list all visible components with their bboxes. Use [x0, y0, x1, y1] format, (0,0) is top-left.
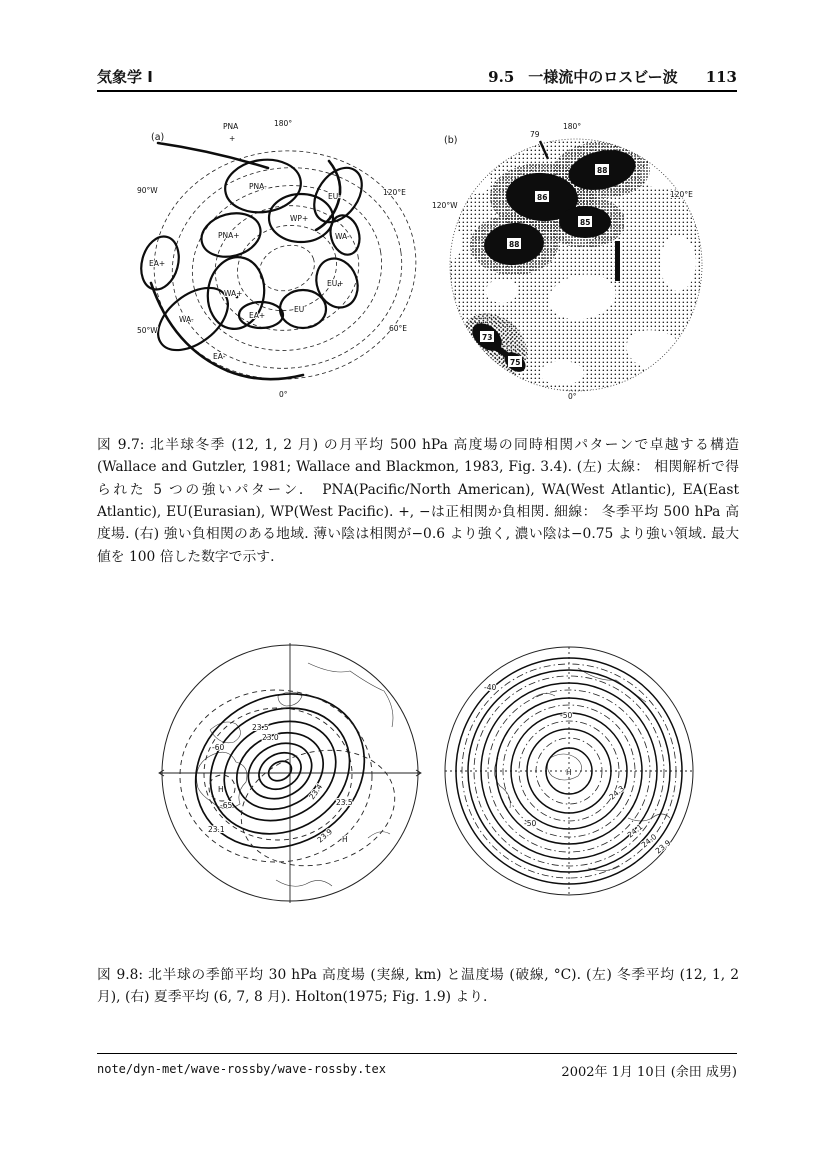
high-center-label: H — [218, 785, 224, 794]
contour-label: -40 — [484, 683, 497, 692]
panel-b-tag: (b) — [444, 135, 458, 146]
corr-value: 88 — [597, 166, 608, 175]
page-number: 113 — [705, 68, 737, 86]
contour-label: 24.3 — [607, 783, 627, 802]
section-title: 一様流中のロスビー波 — [528, 68, 678, 86]
tick-60e: 60°E — [389, 324, 408, 333]
center-label-pna-plus: PNA+ — [218, 231, 240, 240]
figure-9-7-panel-a — [133, 113, 430, 408]
header-course-title: 気象学 I — [97, 68, 153, 86]
contour-label: -60 — [212, 743, 225, 752]
contour-label: 24.1 — [625, 822, 645, 840]
tick-180: 180° — [563, 122, 582, 131]
center-label-ea-minus: EA- — [213, 352, 226, 361]
tick-50w: 50°W — [137, 326, 158, 335]
contour-label: 23.0 — [262, 733, 279, 742]
contour-label: 24.0 — [639, 832, 659, 850]
figure-9-8-winter-panel — [158, 638, 424, 904]
center-label-wp-plus: WP+ — [290, 214, 309, 223]
temperature-contours-dashed — [180, 690, 408, 882]
header-section — [488, 66, 737, 87]
contour-label: 23.5 — [252, 723, 269, 732]
contour-label: 23.4 — [307, 782, 325, 802]
center-label-eu-plus: EU+ — [327, 279, 344, 288]
footer-rule — [97, 1053, 737, 1054]
high-center-label: H — [566, 768, 572, 777]
contour-label: 23.9 — [653, 838, 673, 856]
panel-a-tag: (a) — [151, 132, 165, 143]
contour-label: -50 — [524, 819, 537, 828]
footer-source-path: note/dyn-met/wave-rossby/wave-rossby.tex — [97, 1062, 386, 1076]
figure-9-7-caption: 図 9.7: 北半球冬季 (12, 1, 2 月) の月平均 500 hPa 高度場の同時相関パターンで卓越する構造 (Wallace and Gutzler, 1981; Wallace and Blackmon, 1983, Fig. 3.4). (左) 太線： 相関解析で得られた 5 つの強いパターン． PNA(Pacific/North American), WA(West Atlantic), EA(East Atlantic), EU(Eurasian), WP(West Pacific). +, −は正相関か負相関. 細線： 冬季平均 500 hPa 高度場. (右) 強い負相関のある地域. 薄い陰は相関が−0.6 より強く, 濃い陰は−0.75 より強い領域. 最大値を 100 倍した数字で示す. — [97, 436, 739, 565]
corr-value: 88 — [509, 240, 520, 249]
contour-label: -50 — [560, 711, 573, 720]
figure-9-8-summer-panel — [438, 638, 704, 904]
contour-label: 23.9 — [315, 826, 335, 845]
tick-120e: 120°E — [383, 188, 406, 197]
pna-arrow-label: PNA — [223, 122, 239, 131]
contour-label: -65 — [220, 801, 233, 810]
center-label-ea-plus-left: EA+ — [149, 259, 166, 268]
tick-0: 0° — [279, 390, 288, 399]
center-label-eu-top: EU- — [328, 192, 341, 201]
corr-value: 73 — [482, 333, 493, 342]
corr-value: 75 — [510, 358, 521, 367]
contour-label: 23.1 — [208, 825, 225, 834]
corr-value: 85 — [580, 218, 591, 227]
tick-180: 180° — [274, 119, 293, 128]
figure-9-8-caption: 図 9.8: 北半球の季節平均 30 hPa 高度場 (実線, km) と温度場 (破線, °C). (左) 冬季平均 (12, 1, 2 月), (右) 夏季平均 (6, 7, 8 月). Holton(1975; Fig. 1.9) より. — [97, 966, 739, 1006]
corr-value: 86 — [537, 193, 548, 202]
tick-120e: 120°E — [670, 190, 693, 199]
center-label-eu-bottom: EU — [294, 305, 305, 314]
figure-9-7-panel-b — [430, 113, 730, 408]
outside-corr-value: 79 — [530, 130, 540, 139]
contour-label: 23.5 — [336, 798, 353, 807]
center-label-pna-minus: PNA- — [249, 182, 267, 191]
footer-date-author: 2002年 1月 10日 (余田 成男) — [561, 1065, 737, 1080]
section-number: 9.5 — [488, 68, 515, 86]
tick-0: 0° — [568, 392, 577, 401]
tick-90w: 90°W — [137, 186, 158, 195]
height-contours — [145, 140, 426, 390]
center-label-wa-minus-right: WA- — [335, 232, 350, 241]
pna-arrow-sign: + — [229, 134, 236, 143]
tick-120w: 120°W — [432, 201, 458, 210]
center-label-ea-plus-bottom: EA+ — [249, 311, 266, 320]
high-center-label: H — [342, 835, 348, 844]
shading — [434, 139, 702, 391]
header-rule — [97, 90, 737, 92]
height-contours-solid — [168, 665, 391, 877]
center-label-wa-minus-left: WA- — [179, 315, 194, 324]
center-label-wa-plus: WA+ — [224, 289, 243, 298]
